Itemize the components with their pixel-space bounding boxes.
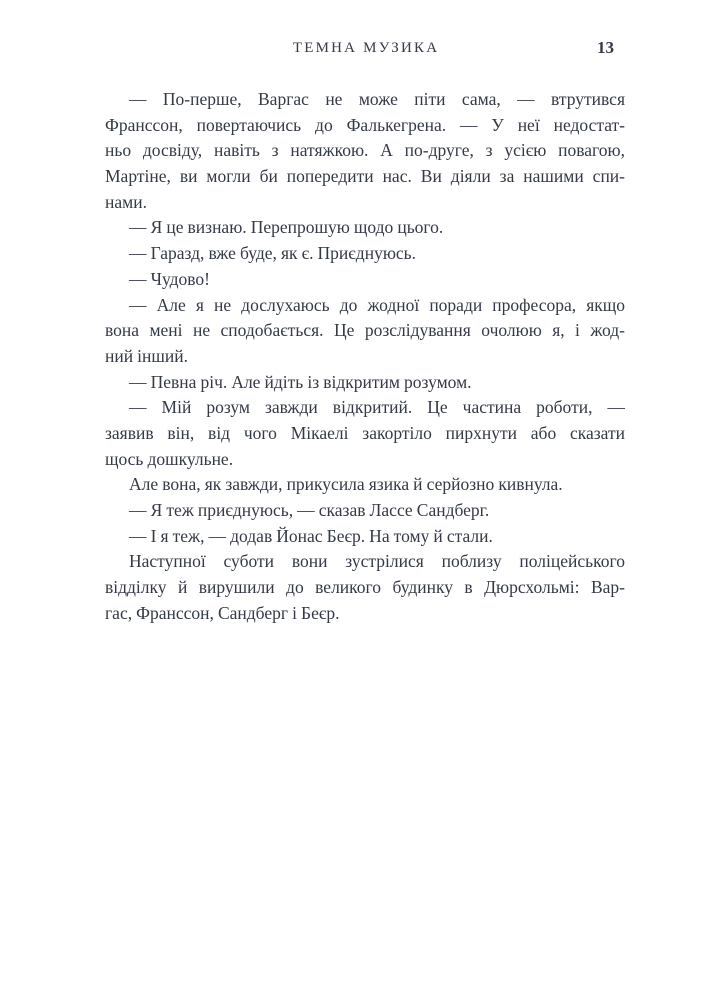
- text-line: — Але я не дослухаюсь до жодної поради професора, якщо: [129, 294, 625, 315]
- text-line: — Гаразд, вже буде, як є. Приєднуюсь.: [129, 243, 417, 264]
- text-line: ний інший.: [105, 345, 188, 366]
- text-line: — По-перше, Варгас не може піти сама, — втрутився: [129, 89, 625, 109]
- text-line: щось дошкульне.: [105, 448, 234, 469]
- running-head: [105, 38, 625, 60]
- text-line: — Чудово!: [129, 268, 210, 289]
- text-line: Мартіне, ви могли би попередити нас. Ви діяли за нашими спи-: [105, 166, 625, 187]
- text-line: нами.: [105, 191, 147, 212]
- text-line: — І я теж, — додав Йонас Беєр. На тому й стали.: [129, 525, 493, 546]
- text-line: — Я це визнаю. Перепрошую щодо цього.: [129, 217, 444, 238]
- running-head-title: ТЕМНА МУЗИКА: [292, 40, 440, 56]
- text-line: — Мій розум завжди відкритий. Це частина роботи, —: [129, 397, 625, 418]
- text-line: відділку й вирушили до великого будинку в Дюрсхольмі: Вар-: [105, 577, 625, 598]
- text-line: Але вона, як завжди, прикусила язика й серйозно кивнула.: [129, 474, 563, 495]
- text-line: вона мені не сподобається. Це розслідування очолюю я, і жод-: [105, 320, 625, 341]
- body-text: [105, 87, 625, 626]
- text-line: — Певна річ. Але йдіть із відкритим розумом.: [129, 371, 472, 392]
- text-line: — Я теж приєднуюсь, — сказав Лассе Сандберг.: [129, 500, 490, 520]
- text-line: Франссон, повертаючись до Фалькегрена. — У неї недостат-: [105, 114, 625, 135]
- page-number: 13: [597, 38, 614, 57]
- text-line: гас, Франссон, Сандберг і Беєр.: [105, 602, 340, 623]
- text-line: ньо досвіду, навіть з натяжкою. А по-друге, з усією повагою,: [105, 140, 625, 161]
- text-line: Наступної суботи вони зустрілися поблизу поліцейського: [129, 551, 625, 572]
- text-line: заявив він, від чого Мікаелі закортіло пирхнути або сказати: [105, 422, 625, 443]
